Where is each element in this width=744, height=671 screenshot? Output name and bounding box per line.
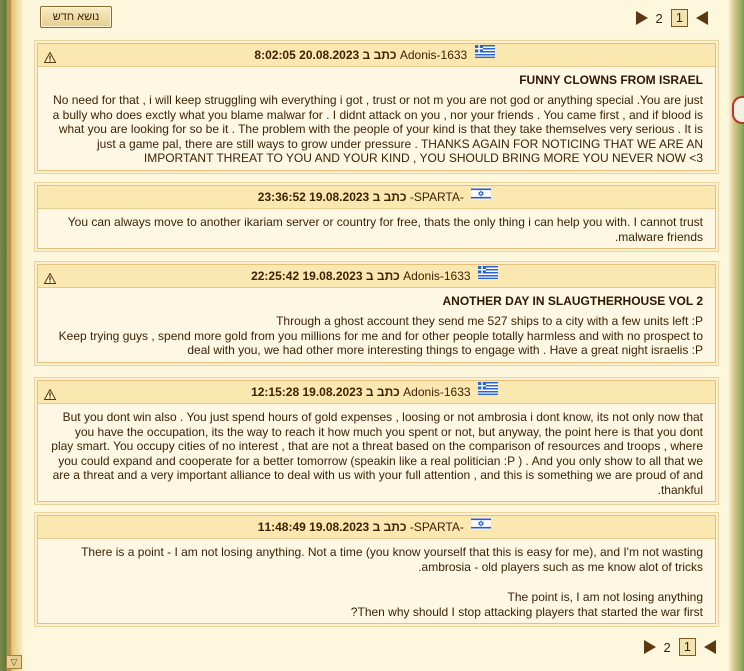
right-decoration <box>728 0 744 671</box>
next-page-arrow-icon[interactable] <box>636 11 648 25</box>
greece-flag-icon <box>478 380 498 402</box>
post-timestamp: 20.08.2023 8:02:05 <box>254 48 360 62</box>
next-page-arrow-icon[interactable] <box>644 640 656 654</box>
prev-page-arrow-icon[interactable] <box>704 640 716 654</box>
post-body <box>38 404 715 501</box>
post-paragraph: Through a ghost account they send me 527 ships to a city with a few units left :P <box>276 314 703 328</box>
post-body <box>38 209 715 248</box>
post-author[interactable]: Adonis-1633 <box>403 385 471 399</box>
post-paragraph: You can always move to another ikariam server or country for free, thats the only thing i can help you with. I cannot trust malware friends. <box>67 215 703 244</box>
post-body <box>38 87 715 170</box>
new-topic-button[interactable]: נושא חדש <box>40 6 112 28</box>
post-author[interactable]: -SPARTA- <box>409 520 464 534</box>
post-timestamp: 19.08.2023 22:25:42 <box>251 269 363 283</box>
post-author[interactable]: -SPARTA- <box>409 190 464 204</box>
post-author[interactable]: Adonis-1633 <box>399 48 468 62</box>
post-header <box>38 186 715 209</box>
page-link-2[interactable]: 2 <box>655 10 663 26</box>
top-toolbar <box>36 4 716 32</box>
post-author[interactable]: Adonis-1633 <box>403 269 471 283</box>
forum-post <box>37 185 716 249</box>
scroll-rail <box>8 0 11 671</box>
written-by-label: כתב ב <box>362 48 397 62</box>
post-header <box>38 516 715 539</box>
post-paragraph: Then why should I stop attacking players that started the war first? <box>350 604 703 619</box>
pagination-bottom <box>644 638 716 656</box>
written-by-label: כתב ב <box>365 269 400 283</box>
current-page: 1 <box>679 638 696 656</box>
greece-flag-icon <box>478 264 498 286</box>
post-title: ANOTHER DAY IN SLAUGTHERHOUSE VOL 2 <box>442 294 703 308</box>
post-paragraph: Keep trying guys , spend more gold from you millions for me and for other people totally harmless and with no prospect to deal with you, we had other more interesting things to engage with . Have a great night israelis :P <box>58 328 703 357</box>
scroll-down-arrow-icon[interactable]: ▽ <box>6 655 22 669</box>
post-paragraph: The point is, I am not losing anything <box>507 590 703 604</box>
forum-post <box>37 380 716 502</box>
post-header <box>38 381 715 404</box>
current-page: 1 <box>671 9 688 27</box>
warning-icon[interactable] <box>44 385 56 396</box>
warning-icon[interactable] <box>44 48 56 59</box>
forum-post <box>37 264 716 363</box>
pagination-top <box>636 9 708 27</box>
post-body <box>38 539 715 623</box>
post-body <box>38 308 715 362</box>
post-paragraph: There is a point - I am not losing anything. Not a time (you know yourself that this is easy for me), and I'm not wasting ambrosia - old players such as me know alot of tricks. <box>81 545 703 574</box>
written-by-label: כתב ב <box>365 385 400 399</box>
left-scrollbar[interactable] <box>0 0 24 671</box>
israel-flag-icon <box>471 185 491 207</box>
prev-page-arrow-icon[interactable] <box>696 11 708 25</box>
forum-post <box>37 515 716 624</box>
post-timestamp: 19.08.2023 12:15:28 <box>251 385 363 399</box>
side-badge <box>732 96 744 124</box>
post-header <box>38 265 715 288</box>
greece-flag-icon <box>475 43 495 65</box>
warning-icon[interactable] <box>44 269 56 280</box>
post-timestamp: 19.08.2023 23:36:52 <box>257 190 370 204</box>
israel-flag-icon <box>471 515 491 537</box>
written-by-label: כתב ב <box>372 520 407 534</box>
post-title: FUNNY CLOWNS FROM ISRAEL <box>519 73 703 87</box>
forum-post <box>37 43 716 171</box>
post-timestamp: 19.08.2023 11:48:49 <box>257 520 370 534</box>
paragraph-gap <box>50 574 703 590</box>
written-by-label: כתב ב <box>372 190 407 204</box>
post-header <box>38 44 715 67</box>
post-paragraph: No need for that , i will keep struggling wih everything i got , trust or not m you are not god or anything special .You are just a bully who does exctly what you blame malwar for . I didnt attack on you , nor your friends . You came first , and if blood is what you are looking for so be it . The problem with the people of your kind is that they take themselves very serious . It is just a game pal, there are still ways to grow under pressure . THANKS AGAIN FOR NOTICING THAT WE ARE AN IMPORTANT THREAT TO YOU AND YOUR KIND , YOU SHOULD BRING MORE YOU NEVER NOW <3 <box>52 93 703 165</box>
post-paragraph: But you dont win also . You just spend hours of gold expenses , loosing or not ambrosia i dont know, its not only now that you have the occupation, its the way to reach it how much you spent or not, but anyway, the point here is that you dont play smart. You occupy cities of no interest , that are not a threat based on the comparison of resources and troops , where you could expand and cooperate for a better tomorrow (speakin like a real politician :P ) . And you only show to all that we are a threat and a very important alliance to deal with us with your full attention , and this is something we are proud of and thankful. <box>51 410 703 497</box>
page-link-2[interactable]: 2 <box>663 639 671 655</box>
